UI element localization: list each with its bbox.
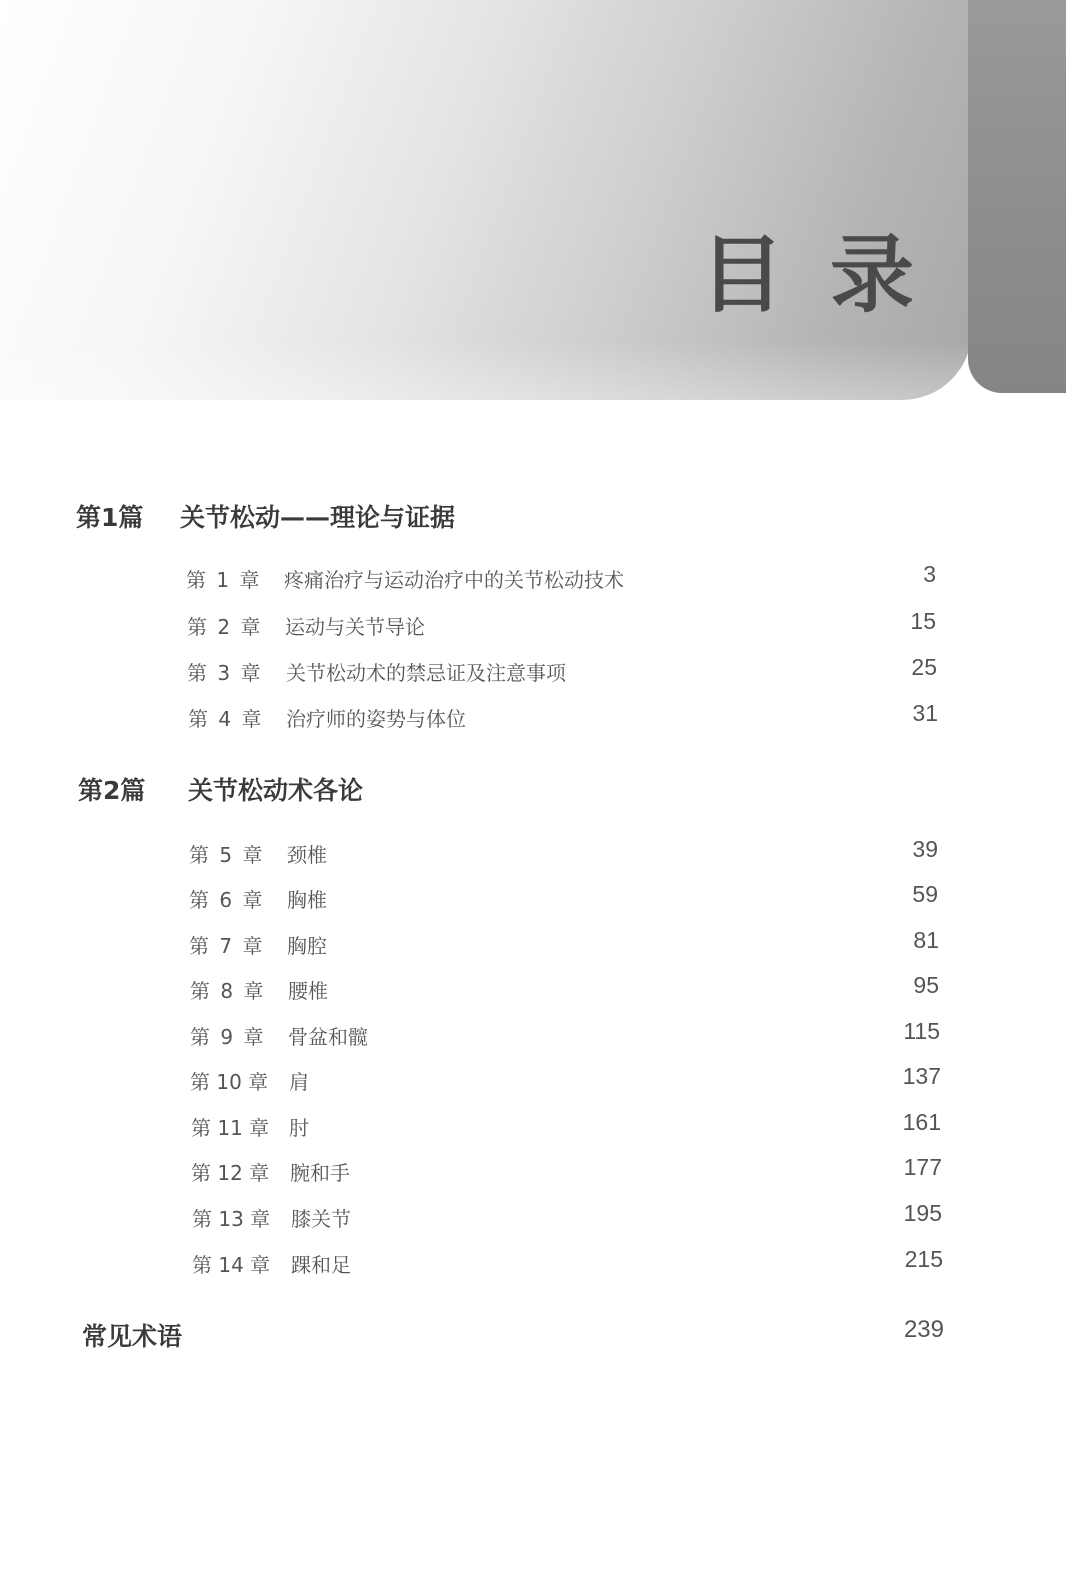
page-number: 115 xyxy=(903,1018,940,1044)
toc-entry[interactable] xyxy=(0,1018,1080,1052)
page-number: 239 xyxy=(903,1316,944,1343)
toc-entry[interactable] xyxy=(0,927,1080,961)
toc-entry[interactable] xyxy=(0,654,1080,688)
chapter-title: 腰椎 xyxy=(288,979,328,1003)
toc-entry[interactable] xyxy=(0,561,1080,595)
page-number: 215 xyxy=(904,1246,943,1272)
chapter-number: 第 6 章 xyxy=(189,888,265,912)
chapter-title: 肩 xyxy=(289,1070,309,1094)
toc-entry[interactable] xyxy=(0,881,1080,915)
toc-entry[interactable] xyxy=(0,836,1080,870)
chapter-title: 颈椎 xyxy=(287,843,327,867)
toc-entry[interactable] xyxy=(0,1063,1080,1097)
chapter-number: 第 14 章 xyxy=(192,1253,271,1277)
chapter-number: 第 11 章 xyxy=(191,1116,270,1140)
chapter-number: 第 8 章 xyxy=(190,979,266,1003)
page-number: 95 xyxy=(913,972,939,998)
part-heading xyxy=(78,778,363,803)
toc-entry[interactable] xyxy=(0,972,1080,1006)
edge-tab xyxy=(968,0,1066,393)
chapter-title: 膝关节 xyxy=(291,1207,351,1231)
page-number: 59 xyxy=(912,881,938,907)
header-band xyxy=(0,0,972,400)
chapter-number: 第 9 章 xyxy=(190,1025,266,1049)
glossary-heading: 常见术语 xyxy=(82,1322,183,1351)
chapter-title: 胸椎 xyxy=(287,888,327,912)
chapter-title: 肘 xyxy=(289,1116,309,1140)
part-title: 关节松动——理论与证据 xyxy=(180,503,456,532)
chapter-number: 第 5 章 xyxy=(189,843,265,867)
part-title: 关节松动术各论 xyxy=(188,776,364,805)
page-number: 195 xyxy=(903,1200,942,1226)
chapter-number: 第 7 章 xyxy=(189,934,265,958)
chapter-title: 胸腔 xyxy=(287,934,327,958)
chapter-number: 第 10 章 xyxy=(190,1070,269,1094)
page-number: 161 xyxy=(902,1109,941,1135)
chapter-title: 关节松动术的禁忌证及注意事项 xyxy=(286,661,566,685)
chapter-title: 运动与关节导论 xyxy=(285,615,425,639)
toc-entry[interactable] xyxy=(0,1154,1080,1188)
chapter-number: 第 1 章 xyxy=(186,568,262,592)
page-number: 31 xyxy=(912,700,938,726)
chapter-title: 腕和手 xyxy=(290,1161,350,1185)
toc-entry[interactable] xyxy=(0,1109,1080,1143)
part-number: 第1篇 xyxy=(76,503,144,532)
toc-entry[interactable] xyxy=(0,1246,1080,1280)
part-heading xyxy=(76,505,455,530)
page-number: 81 xyxy=(913,927,939,953)
chapter-number: 第 3 章 xyxy=(187,661,263,685)
page-number: 137 xyxy=(902,1063,941,1089)
chapter-number: 第 2 章 xyxy=(187,615,263,639)
page-number: 15 xyxy=(910,608,936,634)
chapter-number: 第 13 章 xyxy=(192,1207,271,1231)
chapter-number: 第 12 章 xyxy=(191,1161,270,1185)
chapter-title: 疼痛治疗与运动治疗中的关节松动技术 xyxy=(284,568,624,592)
toc-entry[interactable] xyxy=(0,608,1080,642)
toc-entry[interactable] xyxy=(0,1200,1080,1234)
chapter-title: 踝和足 xyxy=(291,1253,351,1277)
chapter-title: 骨盆和髋 xyxy=(288,1025,368,1049)
page-title: 目录 xyxy=(700,226,961,324)
part-number: 第2篇 xyxy=(78,776,146,805)
page-number: 25 xyxy=(911,654,937,680)
toc-entry[interactable] xyxy=(0,700,1080,734)
chapter-number: 第 4 章 xyxy=(188,707,264,731)
chapter-title: 治疗师的姿势与体位 xyxy=(286,707,466,731)
page-number: 177 xyxy=(903,1154,942,1180)
page-number: 39 xyxy=(912,836,938,862)
page-number: 3 xyxy=(923,561,936,587)
